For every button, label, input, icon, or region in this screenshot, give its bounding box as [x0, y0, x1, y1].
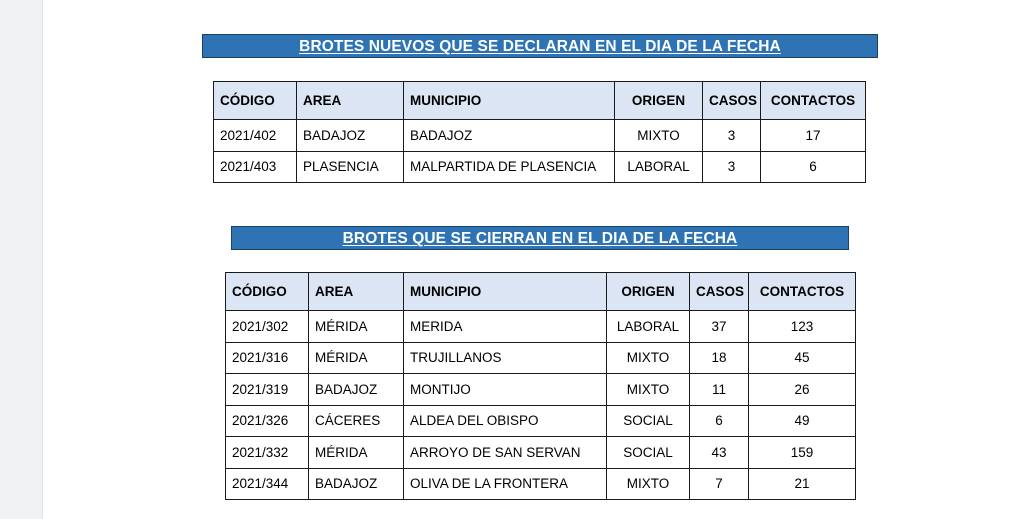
- table-row: [226, 437, 856, 469]
- cell-contactos: 159: [749, 437, 856, 469]
- cell-origen: SOCIAL: [607, 405, 690, 437]
- cell-origen: MIXTO: [607, 374, 690, 406]
- table-row: [226, 468, 856, 500]
- cell-municipio: TRUJILLANOS: [404, 342, 607, 374]
- header-codigo: CÓDIGO: [226, 273, 309, 311]
- cell-municipio: BADAJOZ: [404, 120, 615, 152]
- cell-municipio: MONTIJO: [404, 374, 607, 406]
- header-origen: ORIGEN: [615, 82, 703, 120]
- cell-codigo: 2021/326: [226, 405, 309, 437]
- cell-area: MÉRIDA: [309, 437, 404, 469]
- header-casos: CASOS: [703, 82, 761, 120]
- cell-codigo: 2021/316: [226, 342, 309, 374]
- new-outbreaks-table: [213, 81, 866, 183]
- header-area: AREA: [309, 273, 404, 311]
- table-row: [226, 405, 856, 437]
- cell-codigo: 2021/402: [214, 120, 297, 152]
- table-header-row: [226, 273, 856, 311]
- cell-contactos: 17: [761, 120, 866, 152]
- cell-area: BADAJOZ: [297, 120, 404, 152]
- cell-origen: LABORAL: [615, 151, 703, 183]
- table-header-row: [214, 82, 866, 120]
- header-origen: ORIGEN: [607, 273, 690, 311]
- header-municipio: MUNICIPIO: [404, 82, 615, 120]
- cell-casos: 11: [690, 374, 749, 406]
- cell-municipio: OLIVA DE LA FRONTERA: [404, 468, 607, 500]
- cell-contactos: 26: [749, 374, 856, 406]
- table-row: [226, 342, 856, 374]
- cell-origen: MIXTO: [607, 468, 690, 500]
- cell-casos: 7: [690, 468, 749, 500]
- cell-codigo: 2021/344: [226, 468, 309, 500]
- table-row: [226, 311, 856, 343]
- closed-outbreaks-table: [225, 272, 856, 500]
- new-outbreaks-title: BROTES NUEVOS QUE SE DECLARAN EN EL DIA DE LA FECHA: [299, 38, 781, 55]
- left-margin-strip: [0, 0, 43, 519]
- cell-casos: 3: [703, 120, 761, 152]
- cell-origen: SOCIAL: [607, 437, 690, 469]
- header-contactos: CONTACTOS: [761, 82, 866, 120]
- cell-area: PLASENCIA: [297, 151, 404, 183]
- closed-outbreaks-banner: [231, 226, 849, 250]
- cell-area: MÉRIDA: [309, 311, 404, 343]
- cell-codigo: 2021/403: [214, 151, 297, 183]
- cell-casos: 3: [703, 151, 761, 183]
- cell-area: CÁCERES: [309, 405, 404, 437]
- cell-origen: MIXTO: [607, 342, 690, 374]
- cell-casos: 37: [690, 311, 749, 343]
- cell-casos: 6: [690, 405, 749, 437]
- table-row: [226, 374, 856, 406]
- cell-contactos: 123: [749, 311, 856, 343]
- cell-codigo: 2021/302: [226, 311, 309, 343]
- table-row: [214, 151, 866, 183]
- header-codigo: CÓDIGO: [214, 82, 297, 120]
- cell-municipio: ARROYO DE SAN SERVAN: [404, 437, 607, 469]
- cell-codigo: 2021/332: [226, 437, 309, 469]
- cell-origen: LABORAL: [607, 311, 690, 343]
- cell-municipio: MERIDA: [404, 311, 607, 343]
- header-casos: CASOS: [690, 273, 749, 311]
- closed-outbreaks-title: BROTES QUE SE CIERRAN EN EL DIA DE LA FECHA: [342, 230, 738, 247]
- header-municipio: MUNICIPIO: [404, 273, 607, 311]
- cell-contactos: 6: [761, 151, 866, 183]
- cell-casos: 43: [690, 437, 749, 469]
- cell-contactos: 49: [749, 405, 856, 437]
- cell-area: BADAJOZ: [309, 468, 404, 500]
- cell-origen: MIXTO: [615, 120, 703, 152]
- header-area: AREA: [297, 82, 404, 120]
- cell-area: BADAJOZ: [309, 374, 404, 406]
- cell-municipio: MALPARTIDA DE PLASENCIA: [404, 151, 615, 183]
- new-outbreaks-banner: [202, 34, 878, 58]
- cell-area: MÉRIDA: [309, 342, 404, 374]
- cell-municipio: ALDEA DEL OBISPO: [404, 405, 607, 437]
- cell-contactos: 21: [749, 468, 856, 500]
- header-contactos: CONTACTOS: [749, 273, 856, 311]
- cell-contactos: 45: [749, 342, 856, 374]
- table-row: [214, 120, 866, 152]
- cell-codigo: 2021/319: [226, 374, 309, 406]
- cell-casos: 18: [690, 342, 749, 374]
